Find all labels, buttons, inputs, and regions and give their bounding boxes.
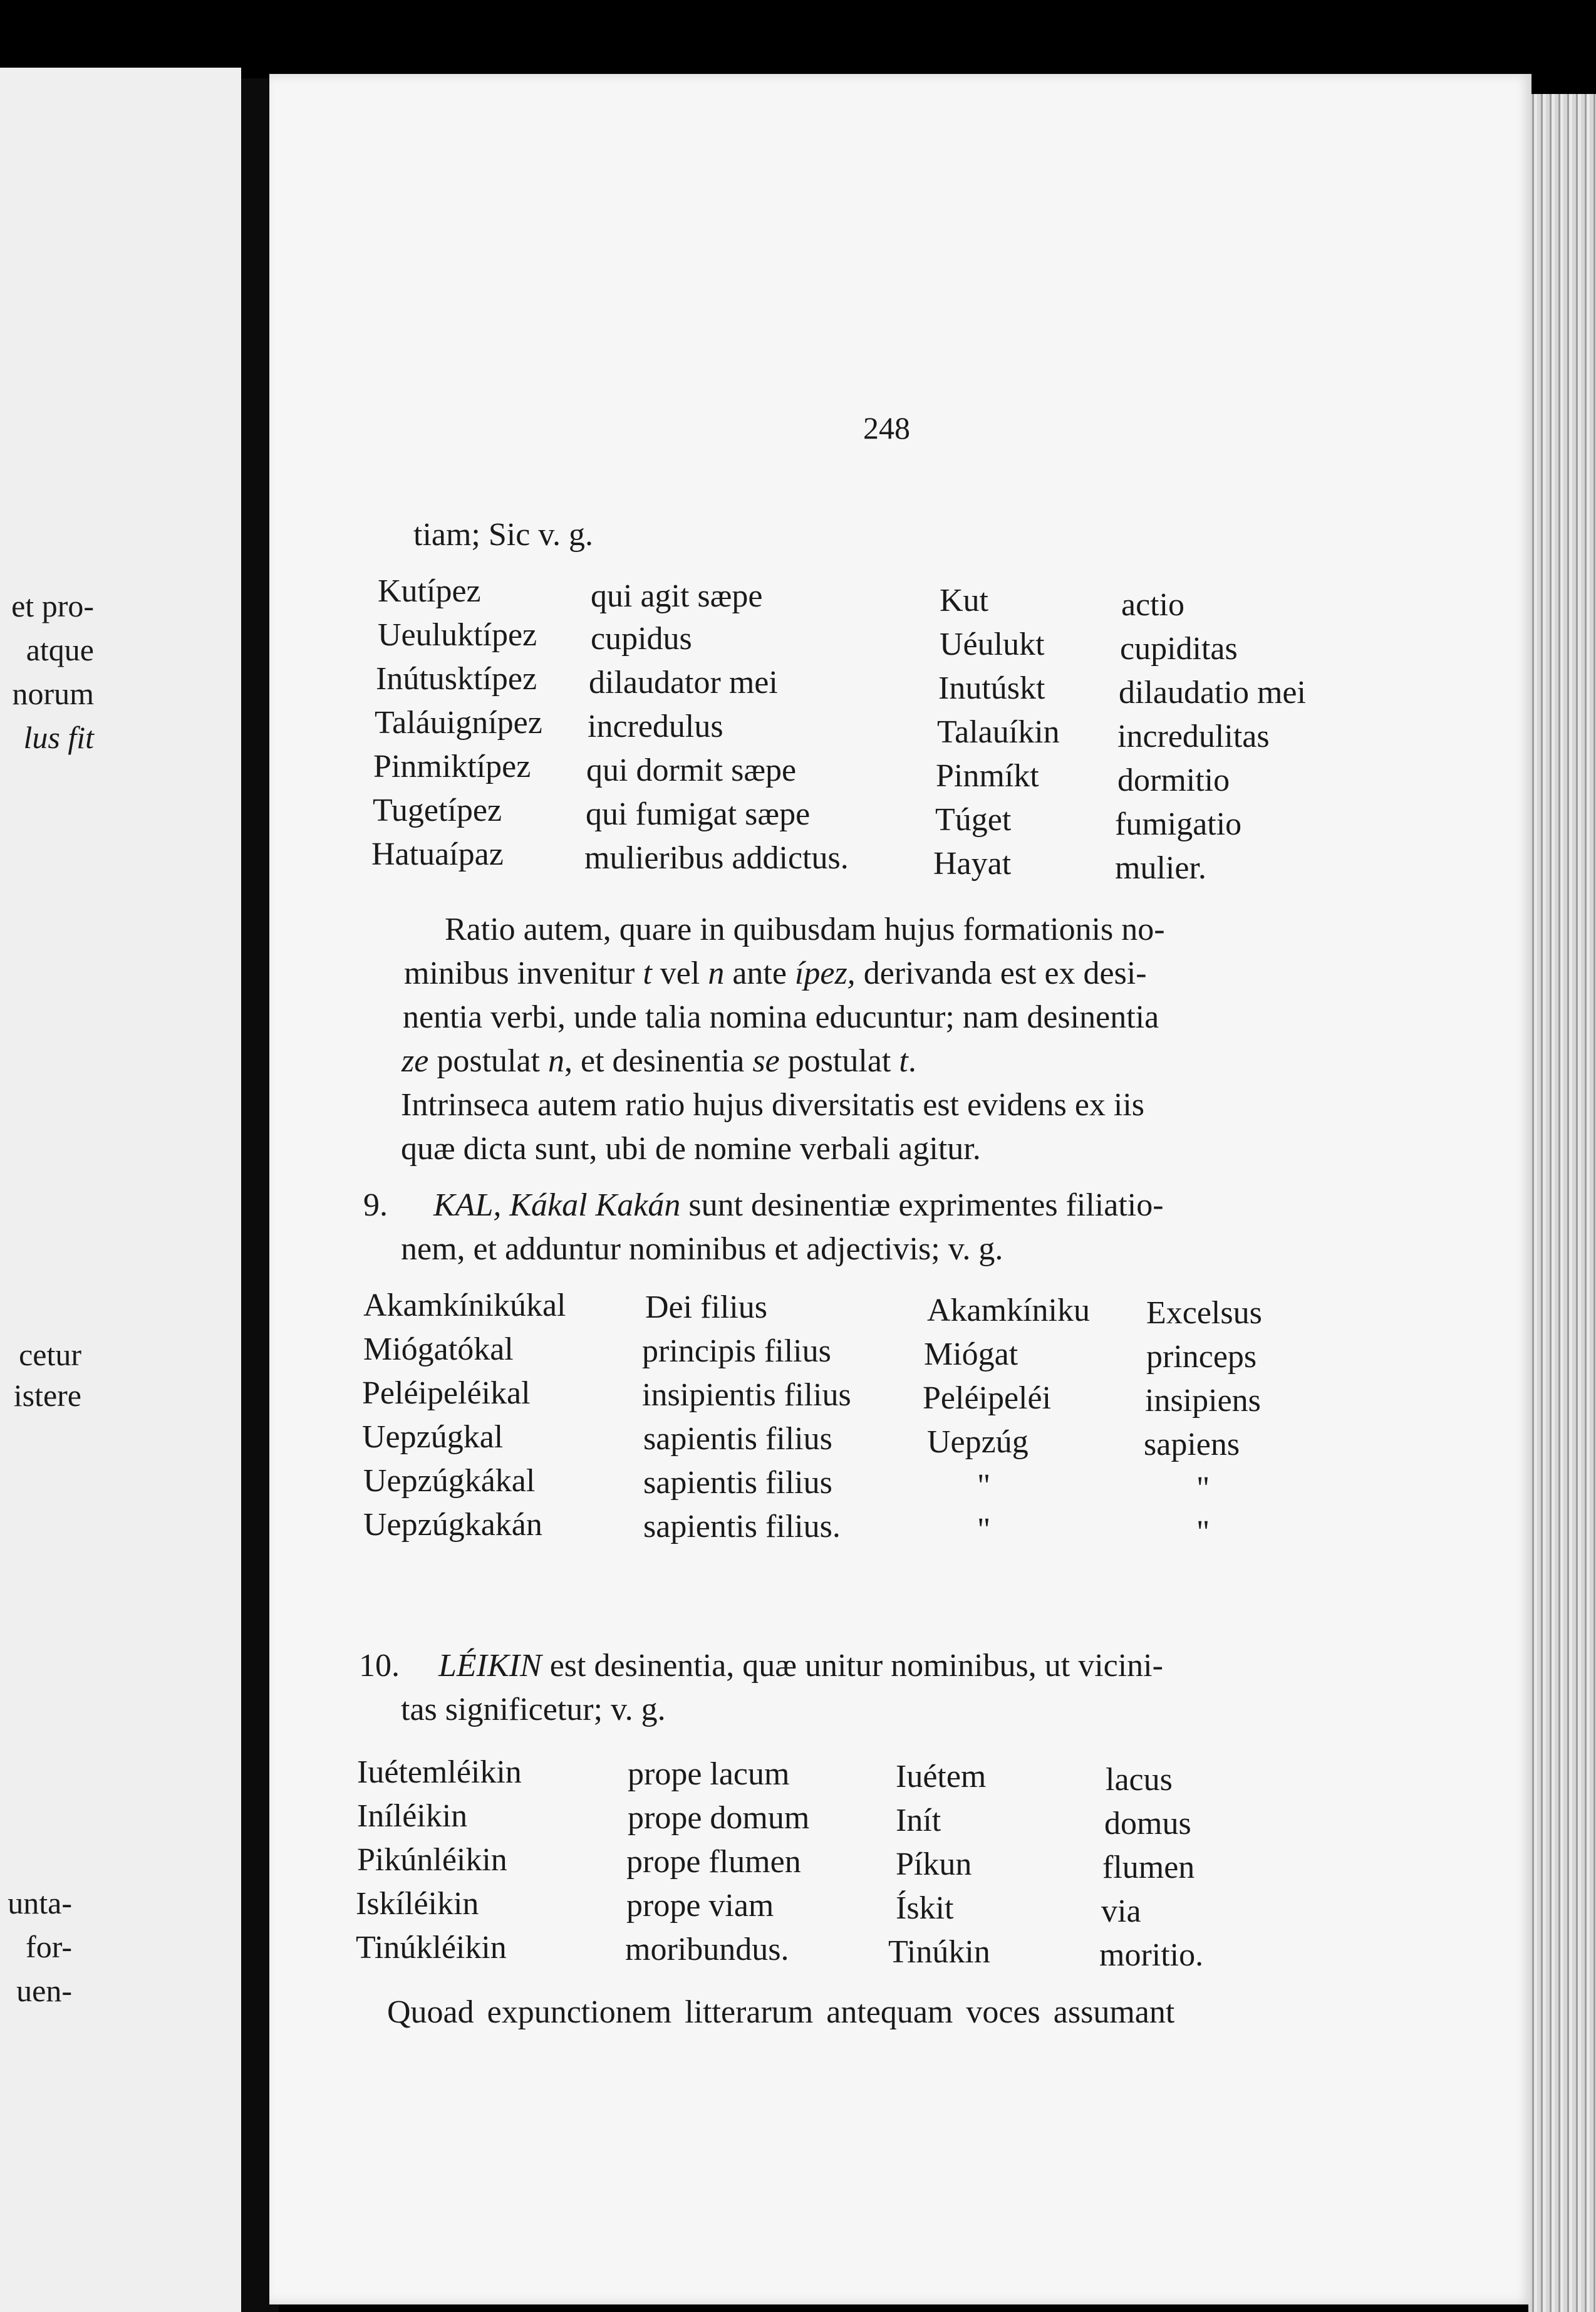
table-cell: princeps <box>1146 1339 1257 1375</box>
table-cell: " <box>977 1468 991 1504</box>
table-cell: Iníléikin <box>357 1798 468 1834</box>
paragraph-line: quæ dicta sunt, ubi de nomine verbali agitur. <box>401 1131 981 1167</box>
table-cell: cupidus <box>591 621 692 657</box>
facing-page-line: norum <box>12 676 94 711</box>
table-cell: incredulitas <box>1117 719 1270 754</box>
table-cell: Ueuluktípez <box>378 617 537 653</box>
table-cell: moritio. <box>1099 1937 1204 1973</box>
table-cell: Tinúkin <box>888 1934 990 1970</box>
table-cell: flumen <box>1102 1850 1195 1885</box>
table-cell: Uepzúgkakán <box>363 1507 542 1543</box>
table-cell: sapientis filius. <box>643 1509 841 1544</box>
table-cell: lacus <box>1106 1762 1173 1798</box>
facing-page-line: cetur <box>19 1337 81 1372</box>
table-cell: Kutípez <box>378 573 481 609</box>
facing-page-line: istere <box>13 1378 81 1413</box>
section-line: nem, et adduntur nominibus et adjectivis; v. g. <box>401 1231 1003 1267</box>
table-cell: Túget <box>935 802 1012 838</box>
table-cell: Peléipeléi <box>923 1380 1052 1416</box>
table-cell: Excelsus <box>1146 1295 1262 1331</box>
table-cell: dilaudator mei <box>589 665 778 700</box>
facing-page-line: for- <box>26 1929 72 1964</box>
section-line: LÉIKIN est desinentia, quæ unitur nominibus, ut vicini- <box>438 1648 1163 1684</box>
table-cell: insipiens <box>1145 1383 1261 1419</box>
section-line: KAL, Kákal Kakán sunt desinentiæ exprimentes filiatio- <box>433 1187 1164 1223</box>
table-cell: prope domum <box>628 1800 810 1836</box>
table-cell: via <box>1101 1893 1141 1929</box>
facing-page-line: unta- <box>8 1885 72 1920</box>
table-cell: moribundus. <box>625 1932 789 1967</box>
table-cell: Ískit <box>896 1890 954 1926</box>
paragraph-line: ze postulat n, et desinentia se postulat t. <box>402 1043 916 1079</box>
table-cell: prope lacum <box>628 1756 790 1792</box>
table-cell: Tinúkléikin <box>356 1930 507 1966</box>
facing-page-line: lus fit <box>23 720 94 755</box>
facing-page-line: uen- <box>16 1973 72 2008</box>
table-cell: Dei filius <box>645 1289 767 1325</box>
page-edges <box>1528 94 1596 2312</box>
table-cell: qui dormit sæpe <box>586 752 797 788</box>
table-cell: " <box>977 1512 991 1548</box>
table-cell: sapientis filius <box>643 1465 832 1501</box>
paragraph-line: nentia verbi, unde talia nomina educuntur; nam desinentia <box>403 999 1159 1035</box>
table-cell: Kut <box>940 583 988 618</box>
table-cell: actio <box>1121 587 1185 623</box>
table-cell: Iuétemléikin <box>357 1754 522 1790</box>
table-cell: insipientis filius <box>642 1377 851 1413</box>
table-cell: prope viam <box>626 1888 774 1924</box>
paragraph-line: Intrinseca autem ratio hujus diversitatis est evidens ex iis <box>401 1087 1145 1123</box>
table-cell: Miógat <box>924 1336 1018 1372</box>
table-cell: principis filius <box>642 1333 831 1369</box>
table-cell: Peléipeléikal <box>362 1375 531 1411</box>
facing-page-fragment <box>0 68 241 2312</box>
table-cell: incredulus <box>588 709 723 744</box>
page-number: 248 <box>863 410 910 445</box>
paragraph-line: Ratio autem, quare in quibusdam hujus formationis no- <box>445 912 1165 947</box>
table-cell: Tugetípez <box>373 793 502 828</box>
section-number: 9. <box>363 1187 388 1223</box>
table-cell: Miógatókal <box>363 1331 514 1367</box>
table-cell: Uepzúg <box>927 1424 1029 1460</box>
table-cell: " <box>1196 1514 1210 1550</box>
paragraph-line: minibus invenitur t vel n ante ípez, derivanda est ex desi- <box>404 956 1147 991</box>
table-cell: Inútusktípez <box>376 661 537 697</box>
table-cell: Akamkíniku <box>927 1293 1090 1328</box>
table-cell: Píkun <box>896 1846 972 1882</box>
table-cell: mulier. <box>1115 850 1206 886</box>
table-cell: mulieribus addictus. <box>584 840 849 876</box>
intro-line: tiam; Sic v. g. <box>413 517 593 553</box>
table-cell: Uepzúgkal <box>362 1419 504 1455</box>
table-cell: Pinmiktípez <box>373 749 531 784</box>
table-cell: Taláuignípez <box>375 705 542 741</box>
table-cell: Uéulukt <box>940 627 1045 662</box>
table-cell: Talauíkin <box>937 714 1060 750</box>
table-cell: Inít <box>896 1803 941 1838</box>
table-cell: domus <box>1104 1806 1191 1841</box>
table-cell: Hatuaípaz <box>371 836 504 872</box>
table-cell: Iskíléikin <box>356 1886 479 1922</box>
table-cell: sapientis filius <box>643 1421 832 1457</box>
table-cell: " <box>1196 1471 1210 1506</box>
section-line: tas significetur; v. g. <box>401 1692 666 1727</box>
table-cell: prope flumen <box>626 1844 801 1880</box>
table-cell: qui agit sæpe <box>591 578 763 614</box>
table-cell: qui fumigat sæpe <box>586 796 811 832</box>
table-cell: Hayat <box>933 846 1012 882</box>
section-number: 10. <box>359 1648 400 1684</box>
table-cell: Iuétem <box>896 1759 987 1794</box>
table-cell: Inutúskt <box>938 670 1045 706</box>
facing-page-line: atque <box>26 632 94 667</box>
table-cell: Uepzúgkákal <box>363 1463 536 1499</box>
facing-page-line: et pro- <box>11 588 94 623</box>
book-page <box>269 74 1531 2304</box>
table-cell: sapiens <box>1144 1427 1240 1462</box>
table-cell: Akamkínikúkal <box>363 1288 566 1323</box>
table-cell: cupiditas <box>1120 631 1238 667</box>
table-cell: dormitio <box>1117 763 1230 798</box>
closing-line: Quoad expunctionem litterarum antequam voces assumant <box>387 1994 1175 2030</box>
table-cell: dilaudatio mei <box>1119 675 1306 711</box>
table-cell: Pikúnléikin <box>357 1842 507 1878</box>
table-cell: fumigatio <box>1115 806 1242 842</box>
table-cell: Pinmíkt <box>936 758 1039 794</box>
